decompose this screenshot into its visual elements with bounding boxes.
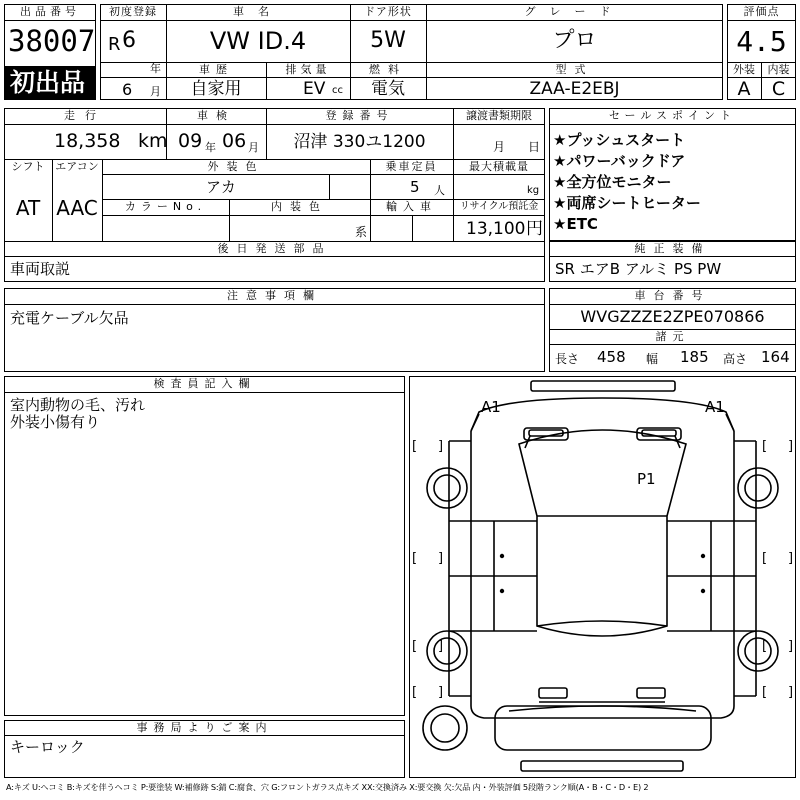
inspector-line: 外装小傷有り <box>10 413 101 431</box>
bracket-mark: [ <box>762 685 768 700</box>
notes-value: 充電ケーブル欠品 <box>10 309 129 327</box>
interior-label: 内装 <box>767 63 790 76</box>
capacity-label: 乗車定員 <box>385 160 438 173</box>
mileage-unit: km <box>138 130 168 152</box>
notes-label: 注意事項欄 <box>227 289 322 302</box>
model-value: ZAA-E2EBJ <box>529 79 620 99</box>
color-no-label: カラーNo. <box>124 200 207 213</box>
chassis-label: 車台番号 <box>634 289 711 302</box>
first-reg-label: 初度登録 <box>109 5 157 18</box>
door-label: ドア形状 <box>364 5 412 18</box>
bracket-mark: [ <box>762 439 768 454</box>
inspection-label: 車検 <box>197 109 235 122</box>
interior-color-unit: 系 <box>355 225 368 239</box>
inspector-label: 検査員記入欄 <box>153 377 256 390</box>
width-label: 幅 <box>646 352 659 366</box>
score-value: 4.5 <box>736 25 787 58</box>
year-unit: 年 <box>150 62 161 75</box>
lot-number: 38007 <box>8 24 96 58</box>
bracket-mark: [ <box>762 639 768 654</box>
car-name: VW ID.4 <box>209 27 307 55</box>
damage-mark: A1 <box>481 398 501 416</box>
height-value: 164 <box>761 348 790 366</box>
color-value: アカ <box>206 178 236 196</box>
damage-mark: A1 <box>705 398 725 416</box>
bracket-mark: [ <box>412 439 418 454</box>
inspection-month: 06 <box>222 130 247 152</box>
door-value: 5W <box>370 28 406 53</box>
model-label: 型式 <box>555 63 594 76</box>
bracket-mark: [ <box>412 551 418 566</box>
width-value: 185 <box>680 348 709 366</box>
office-value: キーロック <box>10 738 85 756</box>
bracket-mark: ] <box>438 685 444 700</box>
grade-value: プロ <box>552 28 597 53</box>
inspection-month-unit: 月 <box>248 141 259 154</box>
history-value: 自家用 <box>190 79 242 99</box>
height-label: 高さ <box>723 352 748 366</box>
inspection-year: 09 <box>178 130 203 152</box>
transfer-month-unit: 月 <box>493 140 506 154</box>
sales-points-label: セールスポイント <box>608 109 736 122</box>
ac-label: エアコン <box>55 160 99 173</box>
displacement-label: 排気量 <box>285 63 331 76</box>
inspector-line: 室内動物の毛、汚れ <box>10 396 146 414</box>
transfer-label: 譲渡書類期限 <box>466 109 532 122</box>
bracket-mark: ] <box>788 551 794 566</box>
first-reg-month: 6 <box>122 80 133 99</box>
sales-point-item: ★パワーバックドア <box>553 152 686 170</box>
sales-point-item: ★両席シートヒーター <box>553 194 701 212</box>
car-name-label: 車名 <box>233 5 283 18</box>
score-label: 評価点 <box>743 5 780 18</box>
bracket-mark: ] <box>438 551 444 566</box>
shift-label: シフト <box>11 160 45 173</box>
recycle-label: リサイクル預託金 <box>459 201 539 212</box>
bracket-mark: ] <box>788 439 794 454</box>
bracket-mark: [ <box>762 551 768 566</box>
bracket-mark: ] <box>788 685 794 700</box>
plate-value: 沼津 330ユ1200 <box>293 132 426 152</box>
bracket-mark: [ <box>412 685 418 700</box>
exterior-score: A <box>737 78 751 100</box>
displacement-unit: cc <box>332 85 343 96</box>
bracket-mark: [ <box>412 639 418 654</box>
fuel-label: 燃料 <box>369 63 407 76</box>
later-parts-value: 車両取説 <box>10 260 71 278</box>
capacity-value: 5 <box>410 178 420 196</box>
interior-color-label: 内装色 <box>271 200 328 213</box>
color-label: 外装色 <box>207 160 265 173</box>
grade-label: グレード <box>524 5 625 18</box>
capacity-unit: 人 <box>434 184 445 197</box>
inspection-year-unit: 年 <box>205 141 216 154</box>
dimensions-label: 諸元 <box>655 330 690 343</box>
equipment-value: SR エアB アルミ PS PW <box>555 260 722 278</box>
length-value: 458 <box>597 348 626 366</box>
import-label: 輸入車 <box>386 200 437 213</box>
recycle-value: 13,100 <box>466 219 526 239</box>
equipment-label: 純正装備 <box>634 242 711 255</box>
load-unit: kg <box>527 185 540 196</box>
exterior-label: 外装 <box>733 63 755 76</box>
sales-point-item: ★プッシュスタート <box>553 131 686 149</box>
mileage-label: 走行 <box>64 109 106 122</box>
length-label: 長さ <box>555 352 580 366</box>
later-parts-label: 後日発送部品 <box>217 242 332 255</box>
ac-value: AAC <box>56 196 98 220</box>
sales-point-item: ★ETC <box>553 215 598 233</box>
month-unit: 月 <box>150 85 161 98</box>
damage-mark: P1 <box>637 470 656 488</box>
bracket-mark: ] <box>788 639 794 654</box>
fuel-value: 電気 <box>371 79 405 99</box>
history-label: 車歴 <box>199 63 233 76</box>
recycle-unit: 円 <box>526 219 543 239</box>
legend-text: A:キズ U:ヘコミ B:キズを伴うヘコミ P:要塗装 W:補修跡 S:錆 C:腐食、穴 G:フロントガラス点キズ XX:交換済み X:要交換 欠:欠品 内・外装評価 5段階ランク順(A・B・C・D・E) 2 <box>6 782 649 792</box>
chassis-number: WVGZZZE2ZPE070866 <box>580 307 765 326</box>
first-listing-label: 初出品 <box>10 68 86 97</box>
car-diagram <box>409 376 796 778</box>
interior-score: C <box>771 78 786 100</box>
lot-label: 出品番号 <box>20 5 80 18</box>
load-label: 最大積載量 <box>469 160 529 173</box>
sales-point-item: ★全方位モニター <box>553 173 672 191</box>
era-prefix: R <box>108 34 121 55</box>
office-label: 事務局よりご案内 <box>136 721 273 734</box>
bracket-mark: ] <box>438 639 444 654</box>
transfer-day-unit: 日 <box>528 140 541 154</box>
bracket-mark: ] <box>438 439 444 454</box>
sales-points-list <box>553 130 701 235</box>
displacement-value: EV <box>303 79 326 99</box>
mileage-value: 18,358 <box>54 130 121 152</box>
shift-value: AT <box>15 196 41 220</box>
first-reg-year: 6 <box>122 28 136 53</box>
plate-label: 登録番号 <box>325 109 394 122</box>
